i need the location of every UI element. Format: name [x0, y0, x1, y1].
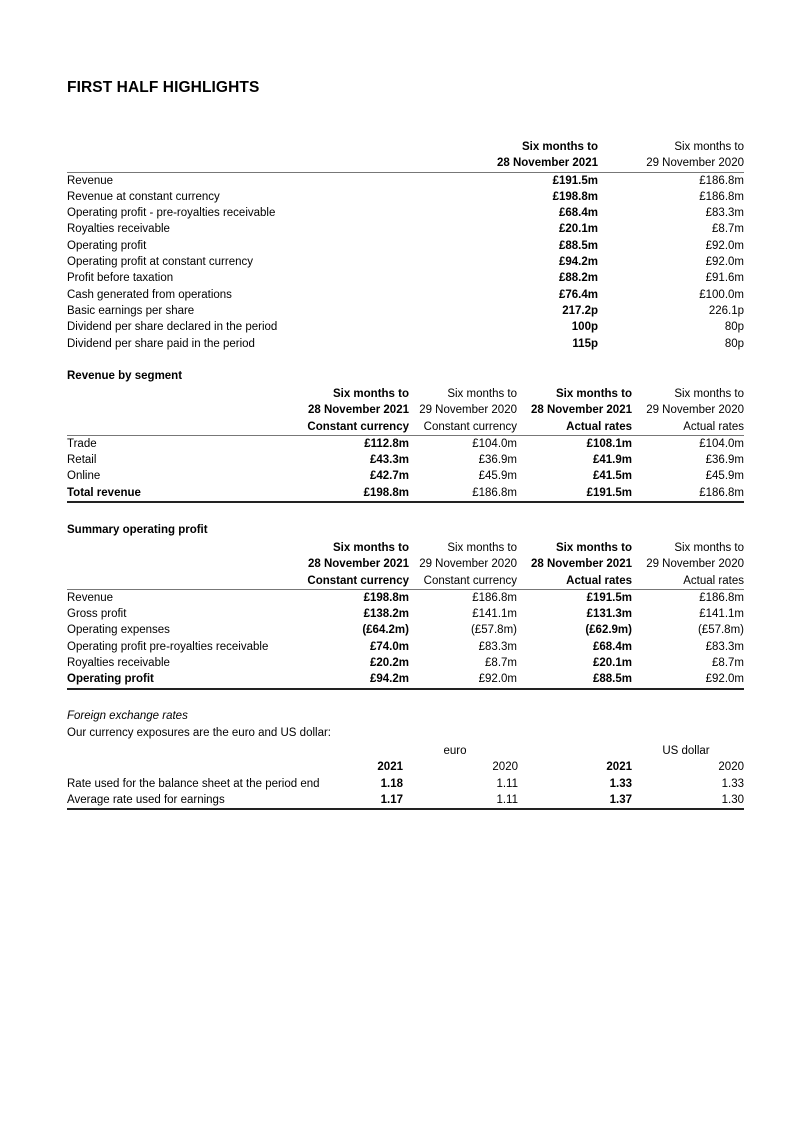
row-label: Rate used for the balance sheet at the period end: [67, 777, 320, 790]
row-value: £104.0m: [472, 437, 517, 450]
row-value: £131.3m: [586, 608, 632, 621]
row-label: Dividend per share paid in the period: [67, 337, 255, 350]
header-spacer: [67, 573, 299, 590]
row-label: Operating profit - pre-royalties receivable: [67, 207, 276, 220]
header-spacer: [67, 540, 299, 556]
total-value: £92.0m: [409, 671, 517, 688]
value-2021: £94.2m: [558, 256, 598, 269]
header-row: [67, 540, 744, 556]
row-value: (£62.9m): [585, 624, 632, 637]
row-value: £198.8m: [363, 591, 409, 604]
total-value: £92.0m: [632, 671, 744, 688]
row-label: Royalties receivable: [67, 223, 170, 236]
col-header: 29 November 2020: [598, 155, 744, 172]
row-label: Gross profit: [67, 608, 127, 621]
section-title-revenue-by-segment: Revenue by segment: [67, 370, 183, 382]
row-label: Revenue at constant currency: [67, 190, 220, 203]
currency-usd: US dollar: [662, 745, 710, 757]
header-spacer: [67, 556, 299, 572]
col-header: Six months to: [521, 141, 598, 153]
table-row: [67, 606, 744, 622]
col-header: 29 November 2020: [419, 558, 517, 571]
col-header: Six months to: [332, 542, 409, 554]
table-row: [67, 205, 744, 221]
col-header: 29 November 2020: [419, 404, 517, 417]
value-2020: £83.3m: [705, 207, 744, 220]
value-2021: £76.4m: [558, 288, 598, 301]
table-row: [67, 172, 744, 189]
table-row: [67, 468, 744, 484]
col-header: 28 November 2021: [530, 404, 632, 417]
row-value: £20.1m: [592, 657, 632, 670]
row-label: Revenue: [67, 174, 114, 187]
currency-header-row: [67, 743, 744, 759]
col-header: 28 November 2021: [487, 155, 598, 172]
col-header: Actual rates: [632, 419, 744, 436]
header-spacer: [67, 419, 299, 436]
row-value: £74.0m: [369, 640, 409, 653]
page-title: FIRST HALF HIGHLIGHTS: [67, 79, 260, 96]
table-row: [67, 319, 744, 335]
fx-row: [67, 792, 744, 809]
row-value: £45.9m: [705, 470, 744, 483]
row-label: Operating profit at constant currency: [67, 256, 254, 269]
rate-value: 1.37: [518, 792, 632, 809]
row-value: £186.8m: [699, 591, 744, 604]
fx-row: [67, 776, 744, 792]
value-2020: £91.6m: [705, 272, 744, 285]
total-label: Total revenue: [67, 485, 299, 502]
value-2020: 80p: [724, 337, 744, 350]
header-row: [67, 556, 744, 572]
value-2021: £198.8m: [552, 190, 598, 203]
row-value: £42.7m: [369, 470, 409, 483]
row-value: £191.5m: [586, 591, 632, 604]
value-2020: £92.0m: [705, 239, 744, 252]
col-header: Six months to: [332, 388, 409, 400]
header-row: [67, 386, 744, 402]
total-value: £88.5m: [517, 671, 632, 688]
value-2020: £100.0m: [699, 288, 744, 301]
rate-value: 1.11: [403, 792, 518, 809]
currency-euro: euro: [443, 745, 467, 757]
value-2020: £186.8m: [699, 190, 744, 203]
row-value: £186.8m: [472, 591, 517, 604]
table-row: [67, 639, 744, 655]
year-header: 2021: [606, 761, 632, 774]
rate-value: 1.30: [632, 792, 744, 809]
row-value: £104.0m: [699, 437, 744, 450]
section-title-summary-operating-profit: Summary operating profit: [67, 524, 208, 536]
row-value: £41.9m: [592, 454, 632, 467]
total-value: £191.5m: [517, 485, 632, 502]
row-value: £141.1m: [472, 608, 517, 621]
row-label: Royalties receivable: [67, 657, 170, 670]
header-row: [67, 155, 744, 172]
table-row: [67, 452, 744, 468]
col-header: 28 November 2021: [307, 404, 409, 417]
value-2021: 115p: [572, 337, 598, 350]
col-header: Constant currency: [299, 419, 409, 436]
header-row: [67, 419, 744, 436]
row-label: Basic earnings per share: [67, 304, 195, 317]
value-2020: £186.8m: [699, 174, 744, 187]
row-value: £112.8m: [364, 437, 409, 450]
row-value: £43.3m: [369, 454, 409, 467]
row-value: £83.3m: [478, 640, 517, 653]
table-row: [67, 622, 744, 638]
total-row: [67, 485, 744, 502]
header-spacer: [67, 402, 299, 418]
total-value: £186.8m: [409, 485, 517, 502]
col-header: 29 November 2020: [646, 558, 744, 571]
table-row: [67, 270, 744, 286]
revenue-by-segment-table: [67, 386, 744, 503]
col-header: Six months to: [674, 388, 744, 400]
header-row: [67, 573, 744, 590]
col-header: Constant currency: [409, 573, 517, 590]
rate-value: 1.11: [496, 777, 518, 790]
fx-intro: Our currency exposures are the euro and US dollar:: [67, 727, 331, 739]
row-label: Operating profit pre-royalties receivable: [67, 640, 269, 653]
table-row: [67, 254, 744, 270]
rate-value: 1.17: [352, 792, 403, 809]
row-label: Cash generated from operations: [67, 288, 232, 301]
row-label: Revenue: [67, 591, 114, 604]
year-header: 2021: [377, 761, 403, 774]
row-label: Operating profit: [67, 239, 147, 252]
year-header: 2020: [718, 761, 744, 774]
table-row: [67, 336, 744, 352]
header-row: [67, 402, 744, 418]
total-value: £198.8m: [299, 485, 409, 502]
col-header: Six months to: [674, 542, 744, 554]
value-2020: £92.0m: [705, 256, 744, 269]
col-header: Six months to: [674, 141, 744, 153]
col-header: Actual rates: [517, 419, 632, 436]
total-row: [67, 671, 744, 688]
row-value: £8.7m: [485, 657, 517, 670]
summary-operating-profit-table: [67, 540, 744, 690]
col-header: 28 November 2021: [307, 558, 409, 571]
row-label: Profit before taxation: [67, 272, 174, 285]
value-2021: £68.4m: [558, 207, 598, 220]
header-spacer: [67, 386, 299, 402]
col-header: Six months to: [555, 388, 632, 400]
row-value: £20.2m: [369, 657, 409, 670]
fx-title: Foreign exchange rates: [67, 710, 188, 722]
rate-value: 1.33: [609, 777, 632, 790]
col-header: 28 November 2021: [530, 558, 632, 571]
row-label: Dividend per share declared in the period: [67, 321, 278, 334]
row-value: £108.1m: [586, 437, 632, 450]
row-value: (£57.8m): [470, 624, 517, 637]
col-header: Six months to: [555, 542, 632, 554]
value-2021: £88.2m: [558, 272, 598, 285]
table-row: [67, 655, 744, 671]
value-2020: 80p: [724, 321, 744, 334]
row-value: £45.9m: [478, 470, 517, 483]
row-value: £138.2m: [363, 608, 409, 621]
row-value: £36.9m: [478, 454, 517, 467]
row-value: £36.9m: [705, 454, 744, 467]
rate-value: 1.18: [380, 777, 403, 790]
row-value: £141.1m: [699, 608, 744, 621]
year-header: 2020: [492, 761, 518, 774]
row-value: £41.5m: [592, 470, 632, 483]
row-label: Retail: [67, 454, 97, 467]
row-value: £83.3m: [705, 640, 744, 653]
col-header: Constant currency: [299, 573, 409, 590]
value-2020: 226.1p: [708, 304, 744, 317]
table-row: [67, 435, 744, 452]
table-row: [67, 238, 744, 254]
row-label: Operating expenses: [67, 624, 170, 637]
row-value: £8.7m: [712, 657, 744, 670]
table-row: [67, 303, 744, 319]
row-label: Average rate used for earnings: [67, 792, 352, 809]
total-value: £94.2m: [299, 671, 409, 688]
col-header: Actual rates: [632, 573, 744, 590]
col-header: Six months to: [447, 542, 517, 554]
highlights-table: [67, 139, 744, 352]
row-label: Online: [67, 470, 101, 483]
row-value: (£64.2m): [362, 624, 409, 637]
value-2021: £20.1m: [558, 223, 598, 236]
table-row: [67, 589, 744, 606]
table-row: [67, 287, 744, 303]
col-header: 29 November 2020: [646, 404, 744, 417]
row-value: £68.4m: [592, 640, 632, 653]
value-2021: 217.2p: [562, 304, 598, 317]
value-2021: £191.5m: [552, 174, 598, 187]
row-label: Trade: [67, 437, 97, 450]
col-header: Actual rates: [517, 573, 632, 590]
col-header: Constant currency: [409, 419, 517, 436]
col-header: Six months to: [447, 388, 517, 400]
value-2021: £88.5m: [558, 239, 598, 252]
table-row: [67, 221, 744, 237]
value-2020: £8.7m: [712, 223, 744, 236]
row-value: (£57.8m): [697, 624, 744, 637]
fx-rates-table: [67, 743, 744, 810]
total-label: Operating profit: [67, 671, 299, 688]
header-row: [67, 139, 744, 155]
total-value: £186.8m: [632, 485, 744, 502]
year-header-row: [67, 759, 744, 775]
rate-value: 1.33: [721, 777, 744, 790]
value-2021: 100p: [571, 321, 598, 334]
table-row: [67, 189, 744, 205]
